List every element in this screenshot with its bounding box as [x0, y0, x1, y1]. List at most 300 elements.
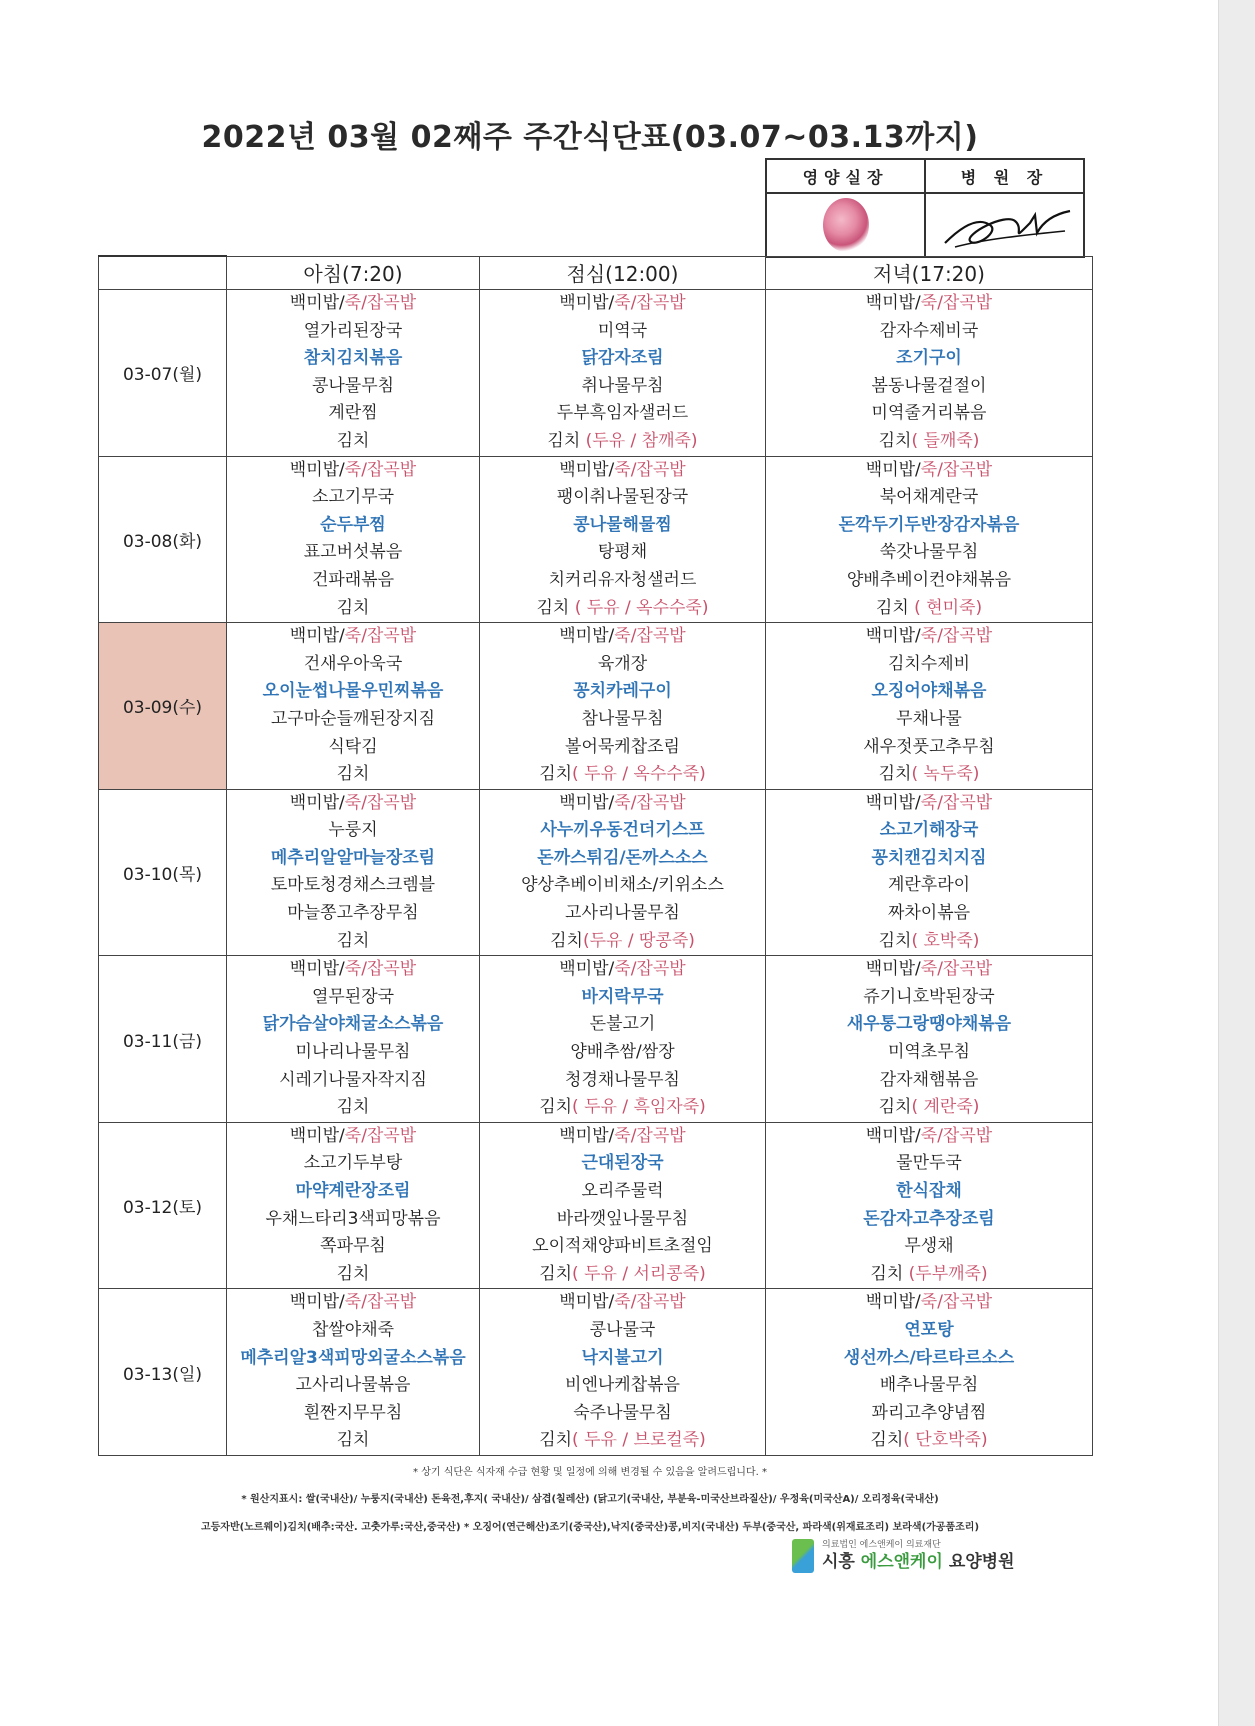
menu-item [766, 790, 1092, 818]
menu-text-main: 참치김치볶음 [303, 348, 403, 369]
day-row [99, 1289, 1093, 1456]
menu-item [227, 845, 479, 873]
menu-text: 백미밥/ [865, 626, 921, 647]
menu-text: 참나물무침 [581, 708, 664, 729]
menu-text: 소고기무국 [311, 487, 395, 508]
menu-text: 마늘쫑고추장무침 [287, 903, 419, 924]
menu-item [766, 400, 1092, 428]
menu-text: 치커리유자청샐러드 [548, 569, 697, 590]
menu-text-main: 메추리알알마늘장조림 [270, 847, 436, 868]
menu-text: 김치 [336, 1430, 370, 1451]
menu-text: 백미밥/ [865, 293, 921, 313]
menu-text: 김치 [336, 764, 370, 785]
menu-item [480, 1178, 765, 1206]
menu-text: 시레기나물자작지짐 [279, 1069, 427, 1090]
menu-item [766, 1400, 1092, 1428]
menu-text: 김치 [550, 930, 583, 951]
menu-text: 미나리나물무침 [295, 1042, 411, 1063]
menu-text: 팽이취나물된장국 [556, 487, 689, 508]
menu-item [480, 512, 765, 540]
menu-item [480, 956, 765, 984]
menu-item [480, 1011, 765, 1039]
menu-text-main: 돈감자고추장조림 [863, 1208, 995, 1229]
menu-cell-breakfast [227, 623, 480, 790]
approval-label-nutritionist: 영양실장 [766, 159, 925, 193]
menu-text: 계란찜 [328, 403, 378, 424]
menu-text: 콩나물무침 [311, 375, 395, 396]
menu-text: 백미밥/ [865, 459, 921, 480]
menu-item [766, 1233, 1092, 1261]
menu-item [227, 790, 479, 818]
menu-item [480, 457, 765, 485]
menu-text-porridge: ( 계란죽) [911, 1097, 980, 1118]
menu-text-main: 닭감자조림 [581, 348, 664, 369]
day-row [99, 290, 1093, 457]
menu-text: 백미밥/ [289, 293, 345, 313]
menu-text: 볼어묵케찹조림 [565, 736, 680, 757]
menu-text: 김치 [875, 597, 915, 618]
menu-text: 감자수제비국 [879, 320, 979, 341]
menu-item [480, 651, 765, 679]
menu-text: 백미밥/ [289, 1125, 345, 1146]
menu-item [227, 984, 479, 1012]
menu-text-porridge: 죽/잡곡밥 [344, 959, 417, 980]
day-row [99, 456, 1093, 623]
menu-item [480, 345, 765, 373]
menu-text-main: 꽁치카레구이 [573, 681, 672, 702]
menu-text-main: 마약계란장조림 [295, 1181, 411, 1201]
approval-box [765, 158, 1085, 258]
logo-suffix: 요양병원 [948, 1551, 1015, 1572]
menu-cell-breakfast [227, 456, 480, 623]
origin-notice-2: 고등자반(노르웨이)김치(배추:국산. 고춧가루:국산,중국산) * 오징어(연근해산)조기(중국산),낙지(중국산)콩,비지(국내산) 두부(중국산, 파라색(위재료조리) 보라색(가공품조리) [200, 1522, 980, 1533]
menu-item [227, 1039, 479, 1067]
menu-text: 양상추베이비채소/키위소스 [521, 875, 724, 896]
corner-cell [99, 256, 227, 290]
menu-text-porridge: 죽/잡곡밥 [614, 1125, 686, 1146]
menu-cell-lunch [480, 623, 766, 790]
menu-item [766, 761, 1092, 789]
menu-item [766, 1261, 1092, 1289]
hospital-logo [792, 1539, 1015, 1573]
menu-text: 고구마순들깨된장지짐 [270, 708, 436, 729]
menu-text: 쥬기니호박된장국 [863, 986, 995, 1007]
menu-text-porridge: ( 두유 / 브로컬죽) [572, 1430, 706, 1451]
change-notice: * 상기 식단은 식자재 수급 현황 및 일정에 의해 변경될 수 있음을 알려드립니다. * [413, 1467, 767, 1478]
menu-text: 백미밥/ [289, 459, 345, 480]
menu-text: 김치 [536, 597, 575, 618]
menu-item [480, 761, 765, 789]
menu-text-main: 닭가슴살야채굴소스볶음 [262, 1014, 444, 1035]
logo-icon [792, 1539, 814, 1573]
menu-item [766, 318, 1092, 346]
stamp-icon [823, 198, 869, 252]
menu-item [480, 595, 765, 623]
menu-item [766, 1150, 1092, 1178]
menu-text-main: 콩나물해물찜 [573, 514, 672, 535]
menu-text-porridge: 죽/잡곡밥 [614, 293, 686, 313]
menu-text: 오이적채양파비트초절임 [532, 1236, 713, 1257]
origin-notice-1: * 원산지표시: 쌀(국내산)/ 누룽지(국내산) 돈육전,후지( 국내산)/ 삼겹(칠레산) (닭고기(국내산, 부분육-미국산브라질산)/ 우정육(미국산A)/ 오리정육(국내산) [241, 1494, 939, 1505]
menu-cell-breakfast [227, 956, 480, 1123]
menu-item [227, 318, 479, 346]
menu-text: 콩나물국 [589, 1319, 656, 1340]
menu-item [480, 1094, 765, 1122]
menu-item [480, 539, 765, 567]
menu-text-main: 연포탕 [904, 1319, 954, 1340]
menu-text: 김치 [539, 1097, 573, 1118]
menu-item [480, 734, 765, 762]
menu-item [766, 1011, 1092, 1039]
menu-text-porridge: ( 호박죽) [911, 930, 980, 951]
menu-cell-breakfast [227, 1289, 480, 1456]
menu-item [480, 428, 765, 456]
menu-text-main: 조기구이 [896, 348, 962, 369]
page-title: 2022년 03월 02째주 주간식단표(03.07~03.13까지) [201, 120, 979, 155]
menu-item [480, 1317, 765, 1345]
menu-text-porridge: 죽/잡곡밥 [920, 792, 993, 813]
menu-text: 북어채계란국 [879, 487, 979, 508]
menu-item [480, 1345, 765, 1373]
menu-text: 식탁김 [328, 736, 378, 757]
menu-item [227, 345, 479, 373]
menu-item [227, 817, 479, 845]
header-breakfast: 아침(7:20) [227, 256, 480, 290]
menu-text: 토마토청경채스크렘블 [270, 875, 436, 896]
menu-item [227, 900, 479, 928]
menu-text: 김치 [870, 1263, 909, 1284]
menu-text-porridge: 죽/잡곡밥 [344, 1292, 417, 1313]
menu-text: 백미밥/ [559, 959, 615, 980]
menu-item [480, 373, 765, 401]
menu-text-porridge: ( 들깨죽) [911, 430, 980, 451]
menu-text-porridge: ( 두유 / 흑임자죽) [572, 1097, 706, 1118]
menu-text: 김치 [336, 1097, 370, 1118]
menu-item [227, 512, 479, 540]
menu-text: 김치수제비 [887, 653, 971, 674]
menu-text: 미역초무침 [887, 1042, 971, 1063]
menu-text: 돈불고기 [589, 1014, 656, 1035]
menu-text-porridge: 죽/잡곡밥 [344, 792, 417, 813]
day-date: 03-13(일) [99, 1289, 227, 1456]
menu-item [227, 706, 479, 734]
menu-text: 표고버섯볶음 [303, 542, 403, 563]
menu-text: 꽈리고추양념찜 [871, 1402, 987, 1423]
menu-text-porridge: 죽/잡곡밥 [920, 1292, 993, 1313]
menu-item [227, 1067, 479, 1095]
menu-item [227, 761, 479, 789]
menu-text-main: 사누끼우동건더기스프 [540, 820, 705, 841]
menu-text-porridge: ( 단호박죽) [903, 1430, 988, 1451]
menu-item [227, 595, 479, 623]
menu-text: 청경채나물무침 [565, 1069, 680, 1090]
menu-item [227, 373, 479, 401]
menu-item [766, 678, 1092, 706]
menu-item [480, 1372, 765, 1400]
menu-text-main: 돈까스튀김/돈까스소스 [537, 847, 708, 868]
menu-item [480, 1039, 765, 1067]
menu-text: 찹쌀야채죽 [311, 1319, 395, 1340]
menu-text-main: 생선까스/타르타르소스 [843, 1347, 1015, 1368]
menu-text: 오리주물럭 [581, 1181, 664, 1201]
menu-item [480, 1400, 765, 1428]
menu-item [766, 484, 1092, 512]
menu-item [480, 567, 765, 595]
menu-item [766, 1427, 1092, 1455]
nutritionist-stamp-cell [766, 193, 925, 257]
menu-cell-breakfast [227, 1122, 480, 1289]
menu-text: 열가리된장국 [303, 320, 403, 341]
menu-item [480, 400, 765, 428]
menu-text: 취나물무침 [581, 375, 664, 396]
menu-text: 고사리나물무침 [565, 903, 680, 924]
menu-text-porridge: 죽/잡곡밥 [614, 1292, 686, 1313]
menu-text-porridge: 죽/잡곡밥 [614, 459, 686, 480]
menu-cell-dinner [766, 1289, 1093, 1456]
menu-item [227, 1427, 479, 1455]
menu-item [227, 956, 479, 984]
menu-text-main: 오이눈썹나물우민찌볶음 [262, 681, 444, 702]
menu-text: 양배추베이컨야채볶음 [846, 569, 1012, 590]
menu-text: 백미밥/ [559, 626, 615, 647]
menu-item [480, 1289, 765, 1317]
menu-item [480, 900, 765, 928]
menu-item [480, 928, 765, 956]
menu-item [480, 1123, 765, 1151]
menu-item [766, 595, 1092, 623]
menu-item [480, 706, 765, 734]
menu-item [227, 1317, 479, 1345]
menu-cell-dinner [766, 789, 1093, 956]
menu-text: 김치 [547, 430, 586, 451]
menu-cell-dinner [766, 456, 1093, 623]
day-date: 03-08(화) [99, 456, 227, 623]
menu-text: 바라깻잎나물무침 [556, 1208, 689, 1229]
menu-text: 무생채 [904, 1236, 954, 1257]
menu-text: 봄동나물겉절이 [871, 375, 987, 396]
menu-item [766, 567, 1092, 595]
menu-item [766, 845, 1092, 873]
menu-text: 물만두국 [896, 1153, 962, 1174]
menu-item [766, 623, 1092, 651]
menu-item [480, 845, 765, 873]
menu-item [766, 457, 1092, 485]
menu-text: 김치 [336, 430, 370, 451]
menu-item [766, 1206, 1092, 1234]
menu-item [227, 457, 479, 485]
menu-item [227, 1261, 479, 1289]
menu-item [480, 872, 765, 900]
menu-item [766, 1094, 1092, 1122]
menu-item [766, 345, 1092, 373]
menu-text: 배추나물무침 [879, 1375, 979, 1396]
menu-text-porridge: 죽/잡곡밥 [614, 626, 686, 647]
menu-text-main: 꽁치캔김치지짐 [871, 847, 987, 868]
menu-text-porridge: 죽/잡곡밥 [614, 792, 686, 813]
menu-text: 건파래볶음 [311, 569, 395, 590]
menu-text-porridge: 죽/잡곡밥 [920, 626, 993, 647]
day-date: 03-09(수) [99, 623, 227, 790]
menu-item [227, 1011, 479, 1039]
menu-text: 미역국 [597, 320, 648, 341]
menu-cell-breakfast [227, 789, 480, 956]
menu-item [766, 734, 1092, 762]
menu-cell-lunch [480, 1122, 766, 1289]
menu-item [766, 872, 1092, 900]
menu-item [227, 623, 479, 651]
logo-brand: 에스앤케이 [860, 1551, 943, 1572]
menu-item [227, 1178, 479, 1206]
menu-text-main: 낙지불고기 [581, 1347, 664, 1368]
day-date: 03-11(금) [99, 956, 227, 1123]
menu-text: 백미밥/ [865, 959, 921, 980]
menu-text-porridge: ( 두유 / 옥수수죽) [574, 597, 709, 618]
menu-text: 짜차이볶음 [887, 903, 971, 924]
menu-item [227, 651, 479, 679]
menu-item [227, 428, 479, 456]
menu-item [480, 678, 765, 706]
menu-item [227, 678, 479, 706]
menu-item [766, 1123, 1092, 1151]
menu-text: 백미밥/ [559, 459, 615, 480]
menu-item [227, 567, 479, 595]
menu-item [227, 539, 479, 567]
menu-text: 백미밥/ [559, 792, 615, 813]
menu-cell-dinner [766, 1122, 1093, 1289]
day-row [99, 623, 1093, 790]
menu-text: 흰짠지무무침 [303, 1402, 403, 1423]
menu-item [766, 956, 1092, 984]
menu-text-porridge: ( 두유 / 서리콩죽) [572, 1263, 706, 1284]
menu-text: 김치 [336, 597, 370, 618]
menu-cell-dinner [766, 623, 1093, 790]
menu-text-porridge: (두부깨죽) [908, 1263, 988, 1284]
logo-name [822, 1551, 1015, 1573]
day-date: 03-07(월) [99, 290, 227, 457]
menu-text-main: 메추리알3색피망외굴소스볶음 [240, 1347, 466, 1368]
menu-item [480, 817, 765, 845]
menu-text-porridge: (두유 / 땅콩죽) [582, 930, 695, 951]
menu-item [766, 706, 1092, 734]
director-signature-cell [925, 193, 1084, 257]
menu-text: 계란후라이 [887, 875, 971, 896]
menu-text: 백미밥/ [865, 792, 921, 813]
day-date: 03-12(토) [99, 1122, 227, 1289]
menu-text-porridge: 죽/잡곡밥 [344, 459, 417, 480]
header-dinner: 저녁(17:20) [766, 256, 1093, 290]
menu-text: 건새우아욱국 [303, 653, 403, 674]
menu-text-main: 돈깍두기두반장감자볶음 [838, 514, 1020, 535]
menu-item [766, 428, 1092, 456]
menu-cell-dinner [766, 290, 1093, 457]
menu-item [227, 1206, 479, 1234]
menu-item [766, 928, 1092, 956]
meal-table [98, 255, 1093, 1456]
day-row [99, 1122, 1093, 1289]
menu-item [766, 512, 1092, 540]
menu-text: 두부흑임자샐러드 [556, 403, 689, 424]
menu-item [227, 1123, 479, 1151]
scan-edge [1218, 0, 1255, 1726]
menu-text: 김치 [336, 930, 370, 951]
menu-text-porridge: ( 두유 / 옥수수죽) [572, 764, 706, 785]
menu-item [766, 1345, 1092, 1373]
menu-cell-lunch [480, 956, 766, 1123]
menu-item [766, 1372, 1092, 1400]
menu-text: 김치 [878, 430, 912, 451]
menu-text: 김치 [336, 1263, 370, 1284]
menu-text: 무채나물 [896, 708, 962, 729]
menu-text: 백미밥/ [289, 959, 345, 980]
menu-item [766, 651, 1092, 679]
menu-text: 김치 [870, 1430, 904, 1451]
menu-text: 고사리나물볶음 [295, 1375, 411, 1396]
menu-item [480, 1206, 765, 1234]
menu-text: 소고기두부탕 [303, 1153, 403, 1174]
menu-item [227, 928, 479, 956]
day-date: 03-10(목) [99, 789, 227, 956]
menu-text: 백미밥/ [289, 792, 345, 813]
menu-text-porridge: 죽/잡곡밥 [344, 293, 417, 313]
menu-item [480, 790, 765, 818]
logo-foundation: 의료법인 에스앤케이 의료재단 [822, 1539, 941, 1550]
menu-item [766, 817, 1092, 845]
menu-cell-dinner [766, 956, 1093, 1123]
menu-text: 양배추쌈/쌈장 [570, 1042, 675, 1063]
menu-text: 백미밥/ [559, 1292, 615, 1313]
menu-text: 백미밥/ [289, 1292, 345, 1313]
menu-item [227, 1345, 479, 1373]
menu-item [227, 1150, 479, 1178]
menu-cell-lunch [480, 789, 766, 956]
menu-text: 새우젓풋고추무침 [863, 736, 995, 757]
menu-text-porridge: 죽/잡곡밥 [920, 459, 993, 480]
menu-text-porridge: 죽/잡곡밥 [920, 959, 993, 980]
menu-item [480, 984, 765, 1012]
header-lunch: 점심(12:00) [480, 256, 766, 290]
menu-cell-breakfast [227, 290, 480, 457]
menu-text: 쑥갓나물무침 [879, 542, 979, 563]
menu-item [766, 1178, 1092, 1206]
menu-item [480, 1067, 765, 1095]
menu-text: 김치 [878, 930, 912, 951]
menu-text: 백미밥/ [559, 1125, 615, 1146]
menu-item [227, 1372, 479, 1400]
menu-item [766, 539, 1092, 567]
menu-text-main: 한식잡채 [896, 1181, 962, 1201]
menu-text: 김치 [878, 1097, 912, 1118]
logo-city: 시흥 [822, 1551, 855, 1572]
menu-text-porridge: 죽/잡곡밥 [344, 1125, 417, 1146]
menu-item [227, 484, 479, 512]
menu-item [227, 734, 479, 762]
menu-text: 비엔나케찹볶음 [565, 1375, 680, 1396]
menu-text-porridge: 죽/잡곡밥 [344, 626, 417, 647]
menu-text-porridge: 죽/잡곡밥 [920, 293, 993, 313]
menu-item [766, 984, 1092, 1012]
menu-text: 백미밥/ [865, 1292, 921, 1313]
menu-item [766, 373, 1092, 401]
menu-text-porridge: ( 현미죽) [914, 597, 983, 618]
approval-label-director: 병 원 장 [925, 159, 1084, 193]
menu-item [227, 400, 479, 428]
menu-text-porridge: (두유 / 참깨죽) [585, 430, 698, 451]
menu-text: 열무된장국 [311, 986, 395, 1007]
menu-item [766, 290, 1092, 318]
menu-text-main: 순두부찜 [320, 514, 386, 535]
menu-cell-lunch [480, 1289, 766, 1456]
menu-item [480, 1233, 765, 1261]
